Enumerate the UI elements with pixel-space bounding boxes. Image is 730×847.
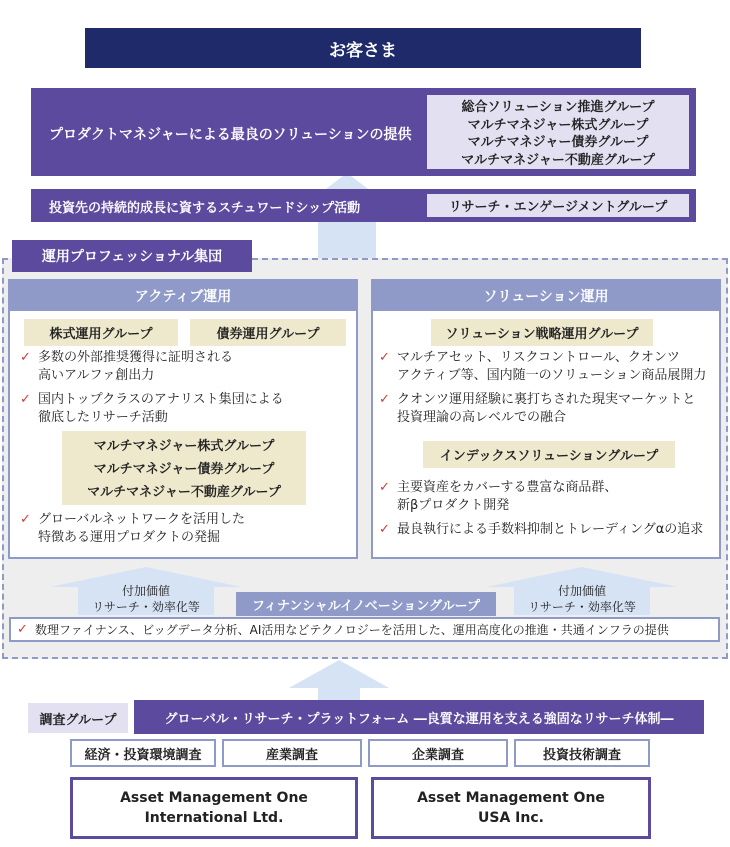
solution-bullet — [379, 349, 719, 385]
stewardship-band — [31, 189, 696, 222]
bullet-text: 数理ファイナンス、ビッグデータ分析、AI活用などテクノロジーを活用した、運用高度化の推進・共通インフラの提供 — [35, 623, 669, 637]
group-item: マルチマネジャー株式グループ — [467, 117, 649, 133]
bullet-text: 多数の外部推奨獲得に証明される 高いアルファ創出力 — [38, 350, 234, 383]
check-icon: ✓ — [20, 392, 31, 407]
check-icon: ✓ — [379, 480, 390, 495]
bullet-text: 主要資産をカバーする豊富な商品群、 新βプロダクト開発 — [397, 480, 618, 513]
solution-column — [371, 279, 721, 559]
index-group: インデックスソリューショングループ — [423, 441, 675, 468]
survey-company: 企業調査 — [368, 739, 508, 767]
fi-group: フィナンシャルイノベーショングループ — [236, 592, 496, 616]
check-icon: ✓ — [379, 392, 390, 407]
check-icon: ✓ — [20, 512, 31, 527]
check-icon: ✓ — [20, 350, 31, 365]
stewardship-group: リサーチ・エンゲージメントグループ — [427, 194, 689, 217]
bullet-text: 国内トップクラスのアナリスト集団による 徹底したリサーチ活動 — [38, 392, 284, 425]
active-bullet — [20, 391, 350, 427]
right-value-add-text: 付加価値 リサーチ・効率化等 — [528, 584, 636, 614]
active-column — [8, 279, 358, 559]
bullet-text: クオンツ運用経験に裏打ちされた現実マーケットと 投資理論の高レベルでの融合 — [397, 392, 696, 425]
research-platform: グローバル・リサーチ・プラットフォーム ―良質な運用を支える強固なリサーチ体制― — [134, 700, 704, 734]
check-icon: ✓ — [379, 522, 390, 537]
bond-group: 債券運用グループ — [190, 319, 346, 346]
equity-group: 株式運用グループ — [24, 319, 178, 346]
professional-group-tab: 運用プロフェッショナル集団 — [12, 240, 252, 272]
customer-bar: お客さま — [85, 28, 641, 68]
bullet-text: マルチアセット、リスクコントロール、クオンツ アクティブ等、国内随一のソリューション商品展開力 — [397, 350, 707, 383]
survey-industry: 産業調査 — [222, 739, 362, 767]
lower-arrow-head — [289, 660, 389, 688]
solution-bullet — [379, 479, 719, 515]
check-icon: ✓ — [17, 622, 28, 637]
survey-technology: 投資技術調査 — [514, 739, 650, 767]
group-item: マルチマネジャー不動産グループ — [461, 152, 655, 168]
group-item: マルチマネジャー債券グループ — [93, 462, 275, 477]
fi-bullet — [17, 621, 717, 639]
bullet-text: 最良執行による手数料抑制とトレーディングαの追求 — [397, 522, 704, 537]
product-manager-groups — [427, 95, 689, 169]
group-item: マルチマネジャー不動産グループ — [87, 485, 281, 500]
group-item: マルチマネジャー債券グループ — [467, 135, 649, 151]
solution-title: ソリューション運用 — [373, 281, 719, 311]
solution-bullet — [379, 391, 719, 427]
lower-arrow-shaft — [318, 688, 360, 700]
research-group-label: 調査グループ — [28, 703, 128, 733]
subsidiary-usa: Asset Management One USA Inc. — [371, 777, 651, 839]
strategy-group: ソリューション戦略運用グループ — [431, 319, 653, 346]
active-bullet — [20, 349, 350, 385]
survey-economy: 経済・投資環境調査 — [70, 739, 216, 767]
left-value-add-text: 付加価値 リサーチ・効率化等 — [92, 584, 200, 614]
active-bullet — [20, 511, 350, 547]
bullet-text: グローバルネットワークを活用した 特徴ある運用プロダクトの発掘 — [38, 512, 245, 545]
active-multi-groups — [62, 431, 306, 505]
active-title: アクティブ運用 — [10, 281, 356, 311]
check-icon: ✓ — [379, 350, 390, 365]
product-manager-band — [31, 88, 696, 176]
group-item: マルチマネジャー株式グループ — [93, 439, 275, 454]
subsidiary-international: Asset Management One International Ltd. — [70, 777, 358, 839]
group-item: 総合ソリューション推進グループ — [461, 100, 655, 116]
product-manager-label: プロダクトマネジャーによる最良のソリューションの提供 — [49, 127, 412, 143]
stewardship-label: 投資先の持続的成長に資するスチュワードシップ活動 — [49, 201, 361, 216]
fi-bullet-bar — [9, 617, 720, 642]
solution-bullet — [379, 521, 719, 539]
